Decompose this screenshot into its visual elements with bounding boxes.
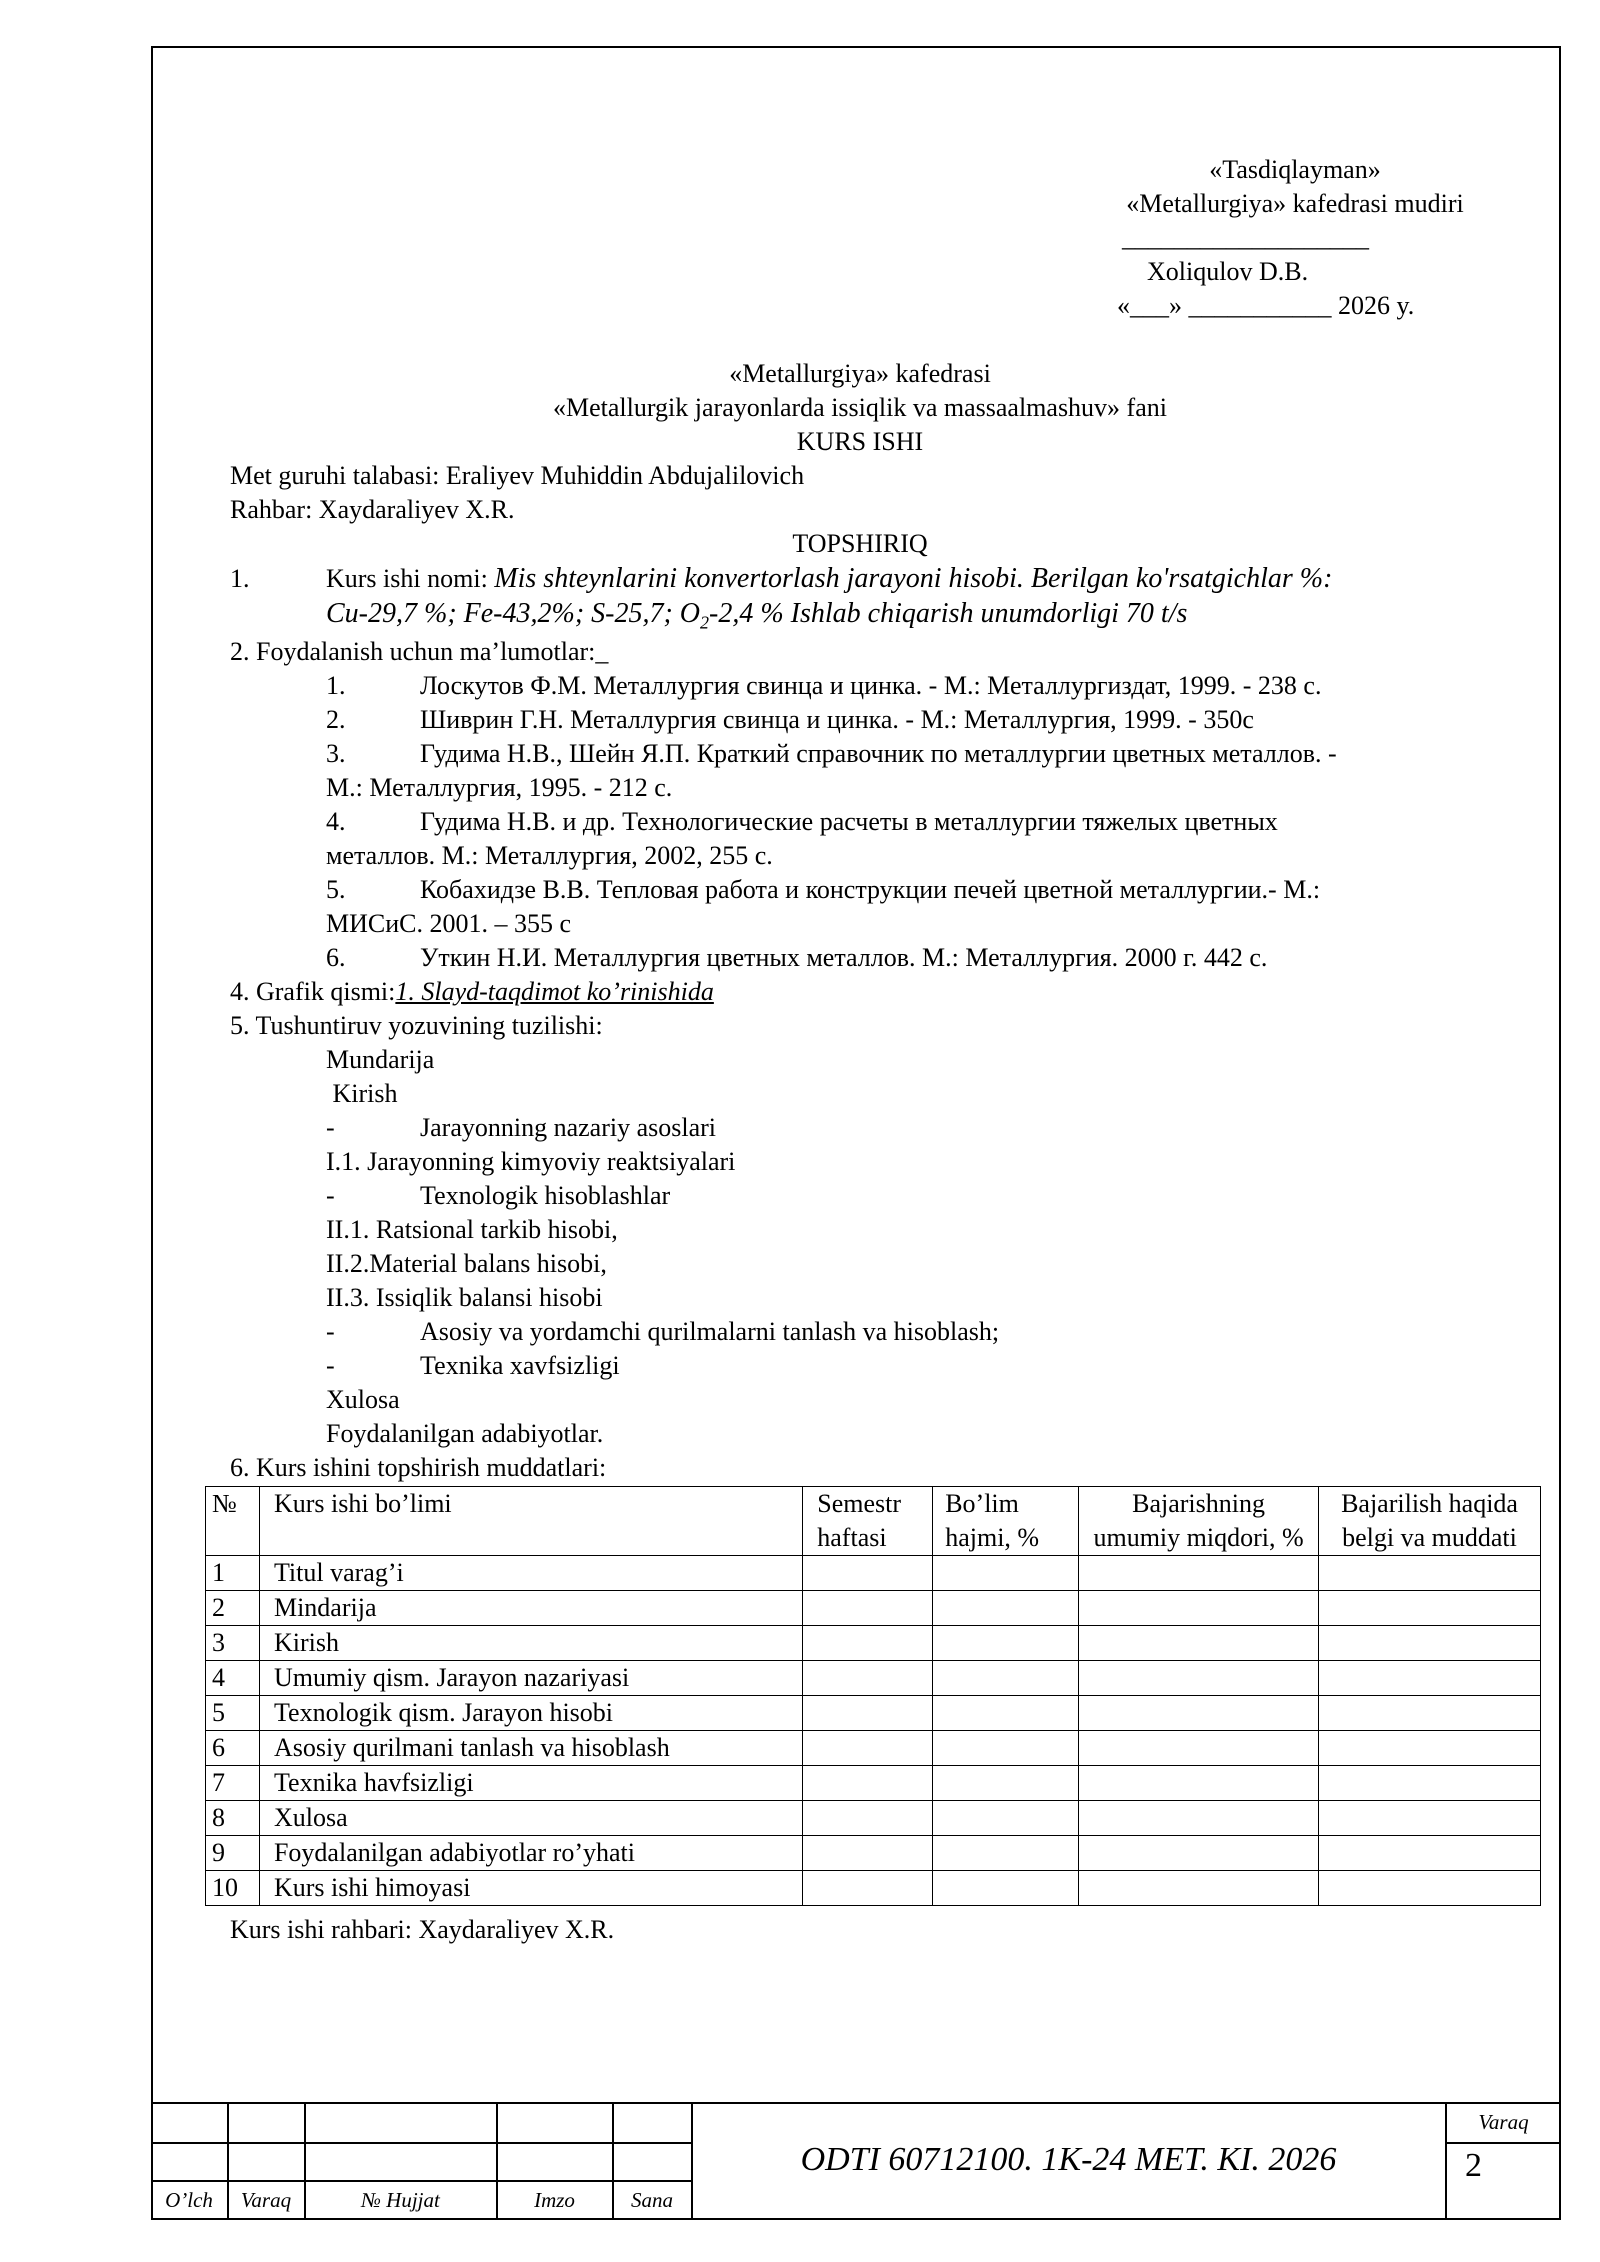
cell-mark — [1319, 1871, 1541, 1906]
row-section: Asosiy qurilmani tanlash va hisoblash — [259, 1731, 802, 1766]
row-number: 8 — [206, 1801, 260, 1836]
cell-volume — [933, 1661, 1079, 1696]
row-number: 9 — [206, 1836, 260, 1871]
ref-number: 1. — [326, 671, 346, 700]
structure-marker: - — [326, 1351, 335, 1380]
item1-title-2-post: -2,4 % Ishlab chiqarish unumdorligi 70 t/s — [709, 598, 1188, 629]
cell-volume — [933, 1696, 1079, 1731]
cell-week — [803, 1696, 933, 1731]
cell-volume — [933, 1801, 1079, 1836]
item1-title-2-pre: Cu-29,7 %; Fe-43,2%; S-25,7; O — [326, 598, 701, 629]
structure-marker: - — [326, 1317, 335, 1346]
table-row — [206, 1836, 1541, 1871]
stamp-sheet-label: Varaq — [1478, 2110, 1529, 2134]
row-section: Kurs ishi himoyasi — [259, 1871, 802, 1906]
item4-value: 1. Slayd-taqdimot ko’rinishida — [395, 977, 714, 1006]
cell-mark — [1319, 1591, 1541, 1626]
cell-total — [1079, 1801, 1319, 1836]
item1-label: Kurs ishi nomi: — [326, 564, 495, 593]
approval-position: «Metallurgiya» kafedrasi mudiri — [1126, 189, 1464, 218]
structure-item: II.1. Ratsional tarkib hisobi, — [326, 1215, 618, 1244]
structure-item: I.1. Jarayonning kimyoviy reaktsiyalari — [326, 1147, 736, 1176]
stamp-col-sana: Sana — [631, 2188, 673, 2212]
cell-total — [1079, 1836, 1319, 1871]
stamp-col-imzo: Imzo — [534, 2188, 575, 2212]
cell-mark — [1319, 1556, 1541, 1591]
col-section: Kurs ishi bo’limi — [259, 1487, 802, 1556]
cell-total — [1079, 1661, 1319, 1696]
col-mark-line2: belgi va muddati — [1342, 1523, 1517, 1552]
table-row — [206, 1556, 1541, 1591]
cell-week — [803, 1871, 933, 1906]
table-row — [206, 1696, 1541, 1731]
col-volume-line1: Bo’lim — [945, 1489, 1019, 1518]
structure-item: II.2.Material balans hisobi, — [326, 1249, 607, 1278]
item1-number: 1. — [230, 564, 250, 593]
ref-text: Кобахидзе В.В. Тепловая работа и конструкции печей цветной металлургии.- М.: — [420, 875, 1321, 904]
col-mark-line1: Bajarilish haqida — [1341, 1489, 1518, 1518]
col-week-line2: haftasi — [817, 1523, 887, 1552]
structure-item: II.3. Issiqlik balansi hisobi — [326, 1283, 603, 1312]
item1-title-2 — [326, 597, 1187, 631]
cell-volume — [933, 1871, 1079, 1906]
structure-marker: - — [326, 1113, 335, 1142]
cell-volume — [933, 1836, 1079, 1871]
cell-total — [1079, 1731, 1319, 1766]
col-volume-line2: hajmi, % — [945, 1523, 1040, 1552]
item4-line — [230, 975, 714, 1009]
approval-name: Xoliqulov D.B. — [1147, 257, 1309, 286]
cell-mark — [1319, 1661, 1541, 1696]
ref-number: 5. — [326, 875, 346, 904]
document-type: KURS ISHI — [796, 427, 924, 456]
cell-week — [803, 1801, 933, 1836]
ref-text: Гудима Н.В., Шейн Я.П. Краткий справочник по металлургии цветных металлов. - — [420, 739, 1337, 768]
cell-total — [1079, 1696, 1319, 1731]
row-number: 1 — [206, 1556, 260, 1591]
row-section: Texnologik qism. Jarayon hisobi — [259, 1696, 802, 1731]
cell-mark — [1319, 1836, 1541, 1871]
col-volume — [933, 1487, 1079, 1556]
item4-label: 4. Grafik qismi: — [230, 977, 396, 1006]
structure-item: Jarayonning nazariy asoslari — [420, 1113, 717, 1142]
approval-title: «Tasdiqlayman» — [1209, 155, 1381, 184]
item5-heading: 5. Tushuntiruv yozuvining tuzilishi: — [230, 1011, 603, 1040]
cell-week — [803, 1766, 933, 1801]
cell-week — [803, 1626, 933, 1661]
row-number: 3 — [206, 1626, 260, 1661]
schedule-table — [205, 1486, 1541, 1906]
row-number: 2 — [206, 1591, 260, 1626]
item1-title-2-sub: 2 — [700, 612, 710, 633]
cell-total — [1079, 1766, 1319, 1801]
item1-line — [326, 562, 1332, 596]
row-section: Titul varag’i — [259, 1556, 802, 1591]
cell-total — [1079, 1556, 1319, 1591]
row-section: Umumiy qism. Jarayon nazariyasi — [259, 1661, 802, 1696]
ref-number: 4. — [326, 807, 346, 836]
cell-volume — [933, 1766, 1079, 1801]
cell-volume — [933, 1591, 1079, 1626]
row-section: Kirish — [259, 1626, 802, 1661]
cell-week — [803, 1661, 933, 1696]
col-mark — [1319, 1487, 1541, 1556]
signature-line: ___________________ — [1122, 223, 1369, 252]
col-week — [803, 1487, 933, 1556]
ref-continuation: М.: Металлургия, 1995. - 212 с. — [326, 773, 673, 802]
cell-week — [803, 1591, 933, 1626]
table-header-row — [206, 1487, 1541, 1556]
stamp-col-olch: O’lch — [165, 2188, 213, 2212]
ref-continuation: МИСиС. 2001. – 355 с — [326, 909, 572, 938]
table-row — [206, 1766, 1541, 1801]
structure-item: Mundarija — [326, 1045, 435, 1074]
col-total-line2: umumiy miqdori, % — [1093, 1523, 1304, 1552]
structure-marker: - — [326, 1181, 335, 1210]
cell-volume — [933, 1556, 1079, 1591]
cell-total — [1079, 1591, 1319, 1626]
table-row — [206, 1661, 1541, 1696]
cell-volume — [933, 1731, 1079, 1766]
table-row — [206, 1626, 1541, 1661]
ref-text: Лоскутов Ф.М. Металлургия свинца и цинка. - М.: Металлургиздат, 1999. - 238 с. — [420, 671, 1322, 700]
cell-mark — [1319, 1801, 1541, 1836]
table-row — [206, 1731, 1541, 1766]
row-section: Mindarija — [259, 1591, 802, 1626]
ref-number: 3. — [326, 739, 346, 768]
ref-continuation: металлов. М.: Металлургия, 2002, 255 с. — [326, 841, 773, 870]
ref-number: 2. — [326, 705, 346, 734]
supervisor-line: Rahbar: Xaydaraliyev X.R. — [230, 495, 515, 524]
table-row — [206, 1801, 1541, 1836]
col-total-line1: Bajarishning — [1132, 1489, 1265, 1518]
row-number: 5 — [206, 1696, 260, 1731]
row-section: Xulosa — [259, 1801, 802, 1836]
table-row — [206, 1871, 1541, 1906]
cell-volume — [933, 1626, 1079, 1661]
col-number: № — [206, 1487, 260, 1556]
row-number: 6 — [206, 1731, 260, 1766]
approval-date: «___» ___________ 2026 y. — [1117, 291, 1415, 320]
ref-text: Гудима Н.В. и др. Технологические расчеты в металлургии тяжелых цветных — [420, 807, 1278, 836]
sheet-number: 2 — [1465, 2147, 1482, 2184]
col-total — [1079, 1487, 1319, 1556]
structure-item: Texnologik hisoblashlar — [420, 1181, 671, 1210]
row-number: 10 — [206, 1871, 260, 1906]
structure-item: Foydalanilgan adabiyotlar. — [326, 1419, 604, 1448]
title-stamp — [151, 2102, 1561, 2220]
department-name: «Metallurgiya» kafedrasi — [729, 359, 991, 388]
subject-name: «Metallurgik jarayonlarda issiqlik va massaalmashuv» fani — [553, 393, 1167, 422]
cell-week — [803, 1556, 933, 1591]
cell-total — [1079, 1626, 1319, 1661]
cell-total — [1079, 1871, 1319, 1906]
document-code: ODTI 60712100. 1K-24 MET. KI. 2026 — [800, 2141, 1337, 2178]
row-section: Foydalanilgan adabiyotlar ro’yhati — [259, 1836, 802, 1871]
ref-text: Шиврин Г.Н. Металлургия свинца и цинка. - М.: Металлургия, 1999. - 350с — [420, 705, 1254, 734]
col-week-line1: Semestr — [817, 1489, 902, 1518]
item2-heading: 2. Foydalanish uchun ma’lumotlar:_ — [230, 637, 609, 666]
structure-item: Kirish — [326, 1079, 398, 1108]
student-line: Met guruhi talabasi: Eraliyev Muhiddin Abdujalilovich — [230, 461, 805, 490]
item1-title-1: Mis shteynlarini konvertorlash jarayoni hisobi. Berilgan ko'rsatgichlar %: — [494, 563, 1333, 594]
row-section: Texnika havfsizligi — [259, 1766, 802, 1801]
item6-heading: 6. Kurs ishini topshirish muddatlari: — [230, 1453, 607, 1482]
stamp-col-hujjat: № Hujjat — [361, 2188, 440, 2212]
footer-supervisor: Kurs ishi rahbari: Xaydaraliyev X.R. — [230, 1915, 615, 1944]
structure-item: Xulosa — [326, 1385, 400, 1414]
ref-text: Уткин Н.И. Металлургия цветных металлов. М.: Металлургия. 2000 г. 442 с. — [420, 943, 1268, 972]
cell-mark — [1319, 1626, 1541, 1661]
cell-week — [803, 1836, 933, 1871]
structure-item: Asosiy va yordamchi qurilmalarni tanlash va hisoblash; — [420, 1317, 1000, 1346]
row-number: 7 — [206, 1766, 260, 1801]
cell-mark — [1319, 1696, 1541, 1731]
row-number: 4 — [206, 1661, 260, 1696]
stamp-col-varaq: Varaq — [240, 2188, 292, 2212]
cell-mark — [1319, 1731, 1541, 1766]
assignment-title: TOPSHIRIQ — [792, 529, 928, 558]
structure-item: Texnika xavfsizligi — [420, 1351, 620, 1380]
cell-mark — [1319, 1766, 1541, 1801]
cell-week — [803, 1731, 933, 1766]
ref-number: 6. — [326, 943, 346, 972]
table-row — [206, 1591, 1541, 1626]
